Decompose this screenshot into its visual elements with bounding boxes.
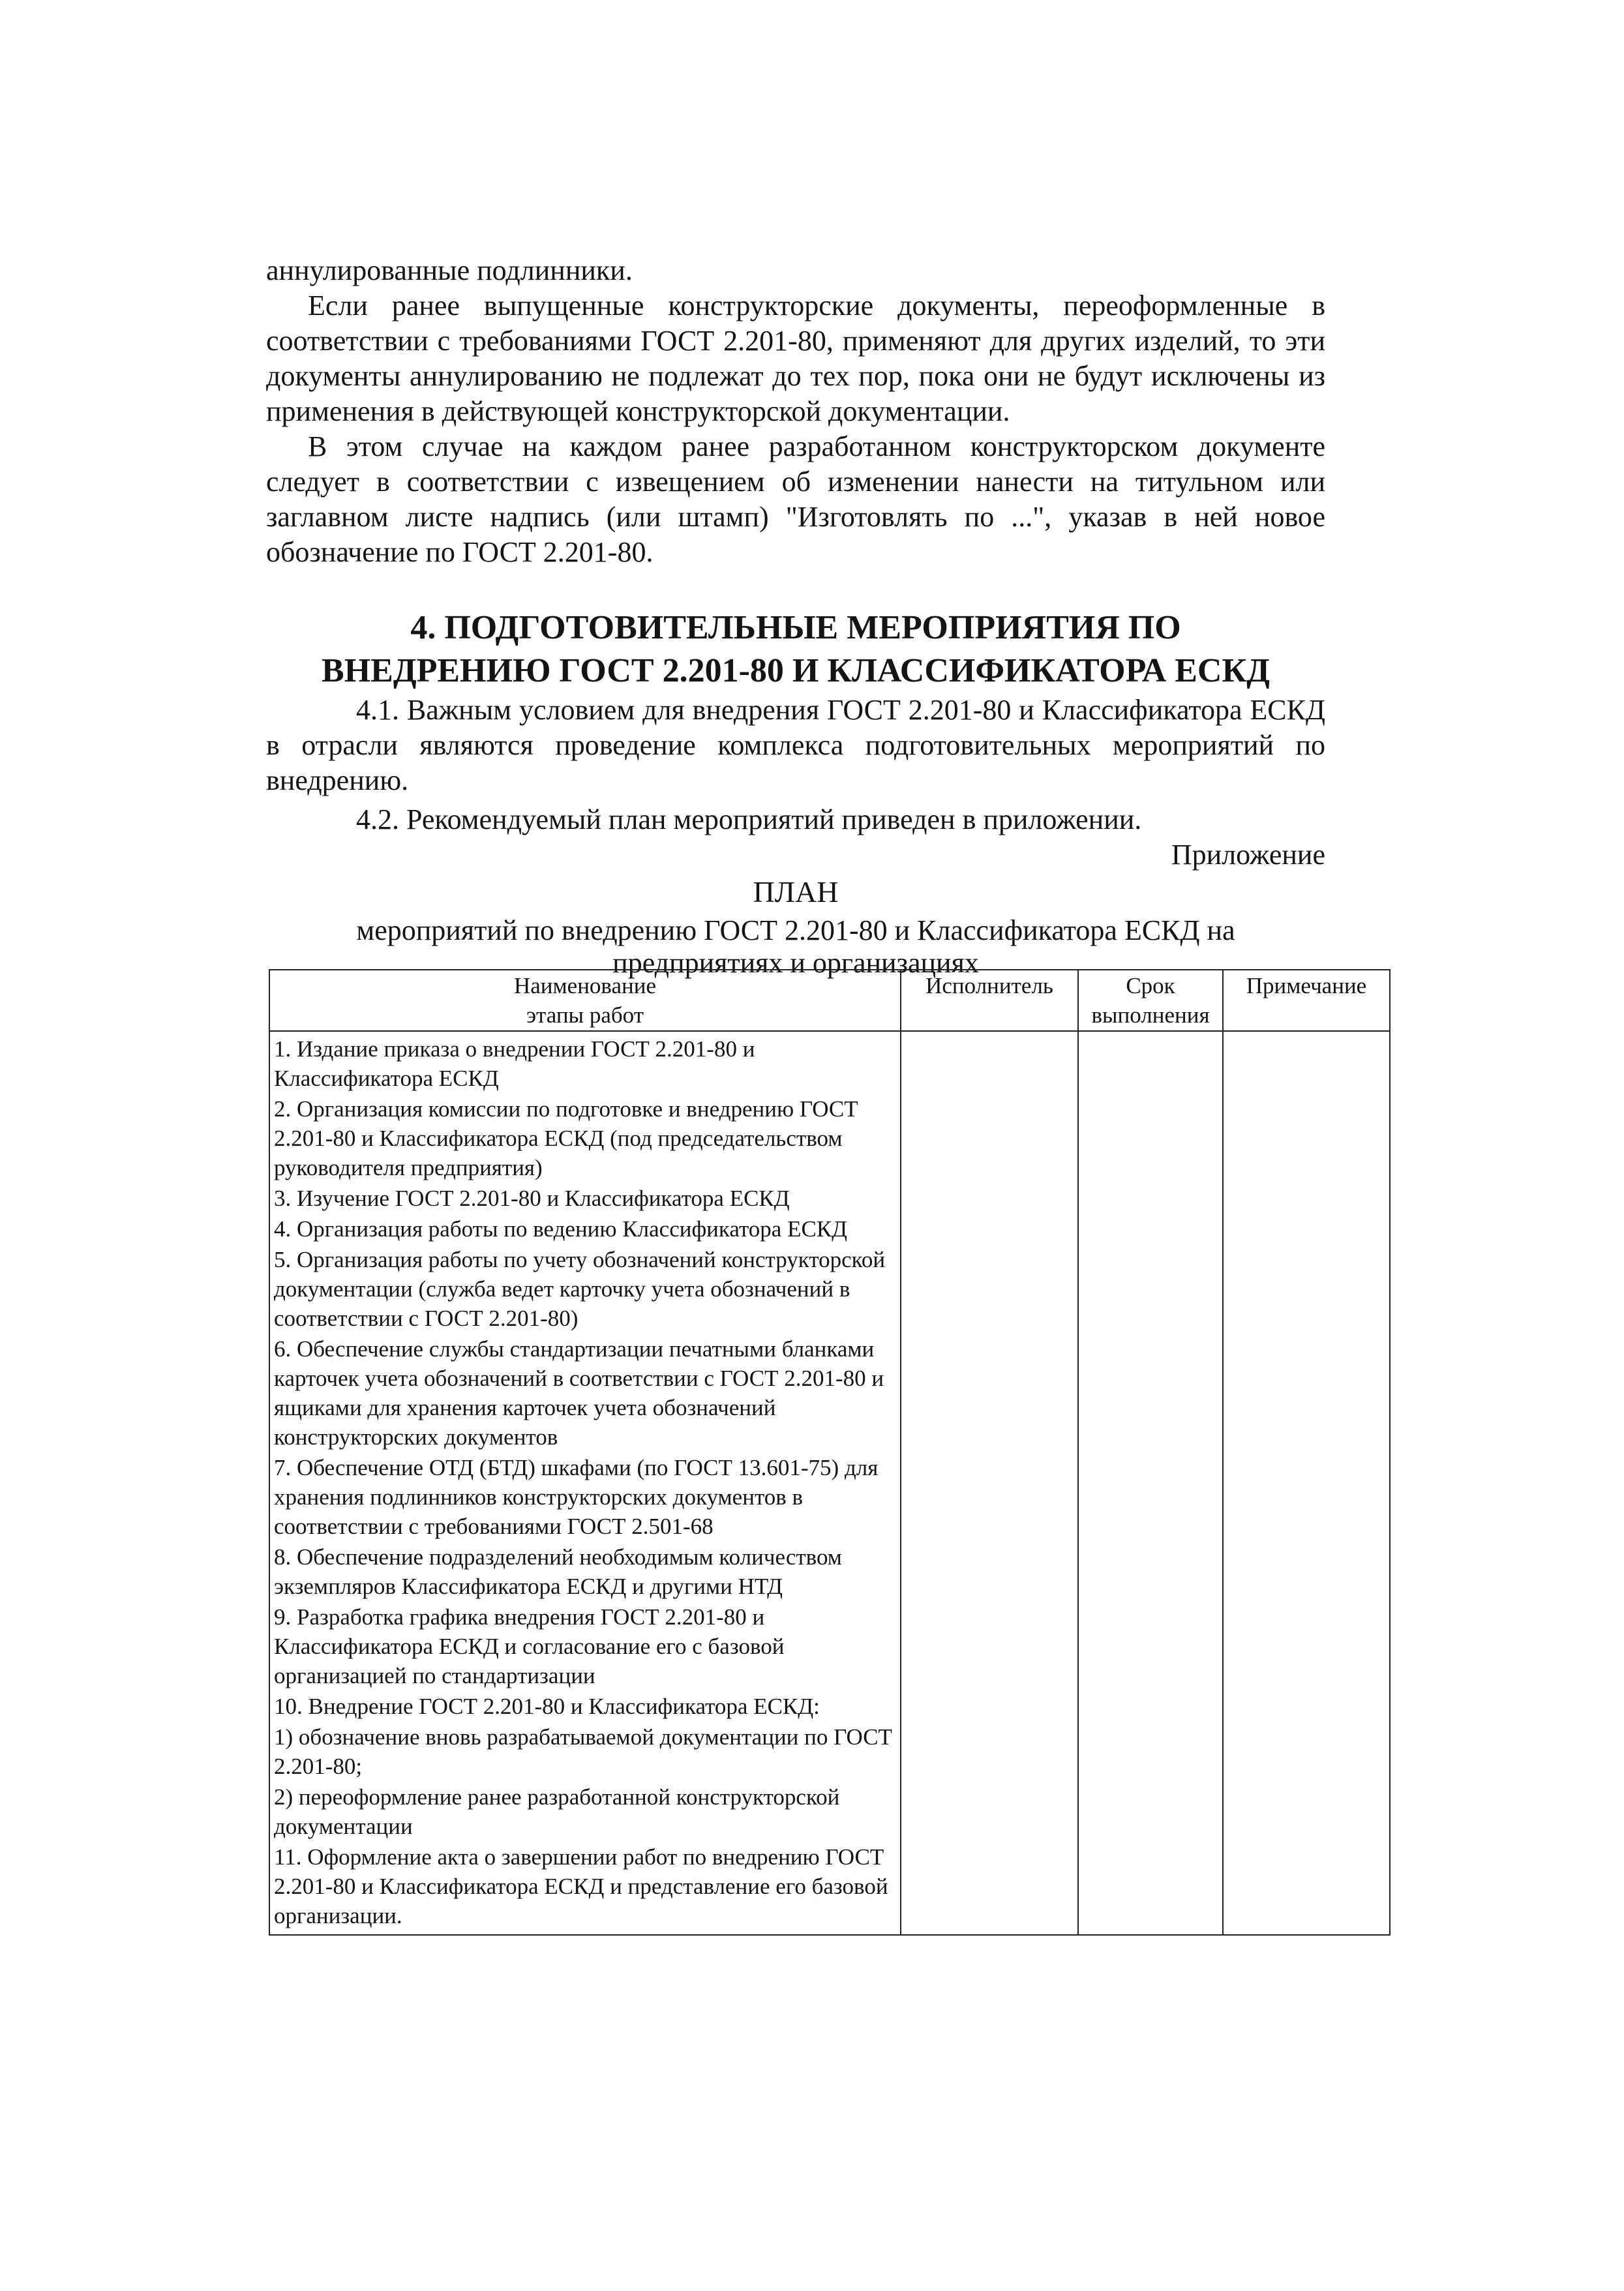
step-2: 2. Организация комиссии по подготовке и внедрению ГОСТ 2.201-80 и Классификатора ЕСКД (под председательством руководителя предприятия): [274, 1096, 858, 1180]
term-cell: [1078, 1031, 1223, 1935]
header-name: [269, 970, 901, 1031]
plan-subtitle-line-1: мероприятий по внедрению ГОСТ 2.201-80 и Классификатора ЕСКД на: [356, 914, 1235, 946]
step-10-1: 1) обозначение вновь разрабатываемой документации по ГОСТ 2.201-80;: [274, 1724, 892, 1779]
table-header-row: [269, 970, 1390, 1031]
step-7: 7. Обеспечение ОТД (БТД) шкафами (по ГОСТ 13.601-75) для хранения подлинников конструкторских документов в соответствии с требованиями ГОСТ 2.501-68: [274, 1455, 879, 1539]
section-4-heading: [266, 606, 1325, 693]
appendix-label: Приложение: [1171, 839, 1325, 871]
executor-cell: [901, 1031, 1078, 1935]
step-5: 5. Организация работы по учету обозначений конструкторской документации (служба ведет карточку учета обозначений в соответствии с ГОСТ 2.201-80): [274, 1247, 886, 1331]
step-8: 8. Обеспечение подразделений необходимым количеством экземпляров Классификатора ЕСКД и другими НТД: [274, 1544, 842, 1599]
header-name-line-1: Наименование: [513, 973, 657, 998]
header-executor: Исполнитель: [901, 970, 1078, 1031]
step-11: 11. Оформление акта о завершении работ по внедрению ГОСТ 2.201-80 и Классификатора ЕСКД и представление его базовой организации.: [274, 1844, 888, 1928]
section-4-paragraph-1: 4.1. Важным условием для внедрения ГОСТ 2.201-80 и Классификатора ЕСКД в отрасли являются проведение комплекса подготовительных мероприятий по внедрению.: [266, 694, 1325, 796]
step-9: 9. Разработка графика внедрения ГОСТ 2.201-80 и Классификатора ЕСКД и согласование его с базовой организацией по стандартизации: [274, 1604, 785, 1688]
plan-table: [269, 969, 1391, 1936]
plan-subtitle-line-2: предприятиях и организациях: [612, 947, 979, 979]
section-4-heading-line-2: ВНЕДРЕНИЮ ГОСТ 2.201-80 И КЛАССИФИКАТОРА ЕСКД: [322, 652, 1270, 689]
header-note: Примечание: [1223, 970, 1390, 1031]
table-row: [269, 1031, 1390, 1935]
header-term-line-2: выполнения: [1091, 1002, 1210, 1028]
header-term-line-1: Срок: [1126, 973, 1175, 998]
plan-title: ПЛАН: [753, 875, 839, 908]
step-1: 1. Издание приказа о внедрении ГОСТ 2.201-80 и Классификатора ЕСКД: [274, 1036, 755, 1091]
step-3: 3. Изучение ГОСТ 2.201-80 и Классификатора ЕСКД: [274, 1186, 790, 1211]
step-10: 10. Внедрение ГОСТ 2.201-80 и Классификатора ЕСКД:: [274, 1694, 820, 1719]
section-4-heading-line-1: 4. ПОДГОТОВИТЕЛЬНЫЕ МЕРОПРИЯТИЯ ПО: [410, 609, 1181, 646]
steps-cell: [269, 1031, 901, 1935]
note-cell: [1223, 1031, 1390, 1935]
step-4: 4. Организация работы по ведению Классификатора ЕСКД: [274, 1216, 848, 1242]
header-term: [1078, 970, 1223, 1031]
section-4-paragraph-2: 4.2. Рекомендуемый план мероприятий приведен в приложении.: [356, 803, 1142, 835]
intro-paragraph-0: аннулированные подлинники.: [266, 254, 633, 286]
step-10-2: 2) переоформление ранее разработанной конструкторской документации: [274, 1784, 840, 1839]
document-page: [266, 253, 1325, 980]
intro-paragraph-2: В этом случае на каждом ранее разработанном конструкторском документе следует в соответствии с извещением об изменении нанести на титульном или заглавном листе надпись (или штамп) "Изготовлять по ...", указав в ней новое обозначение по ГОСТ 2.201-80.: [266, 430, 1325, 568]
step-6: 6. Обеспечение службы стандартизации печатными бланками карточек учета обозначений в соответствии с ГОСТ 2.201-80 и ящиками для хранения карточек учета обозначений конструкторских документов: [274, 1336, 884, 1450]
header-name-line-2: этапы работ: [526, 1002, 644, 1028]
intro-paragraph-1: Если ранее выпущенные конструкторские документы, переоформленные в соответствии с требованиями ГОСТ 2.201-80, применяют для других изделий, то эти документы аннулированию не подлежат до тех пор, пока они не будут исключены из применения в действующей конструкторской документации.: [266, 290, 1325, 427]
